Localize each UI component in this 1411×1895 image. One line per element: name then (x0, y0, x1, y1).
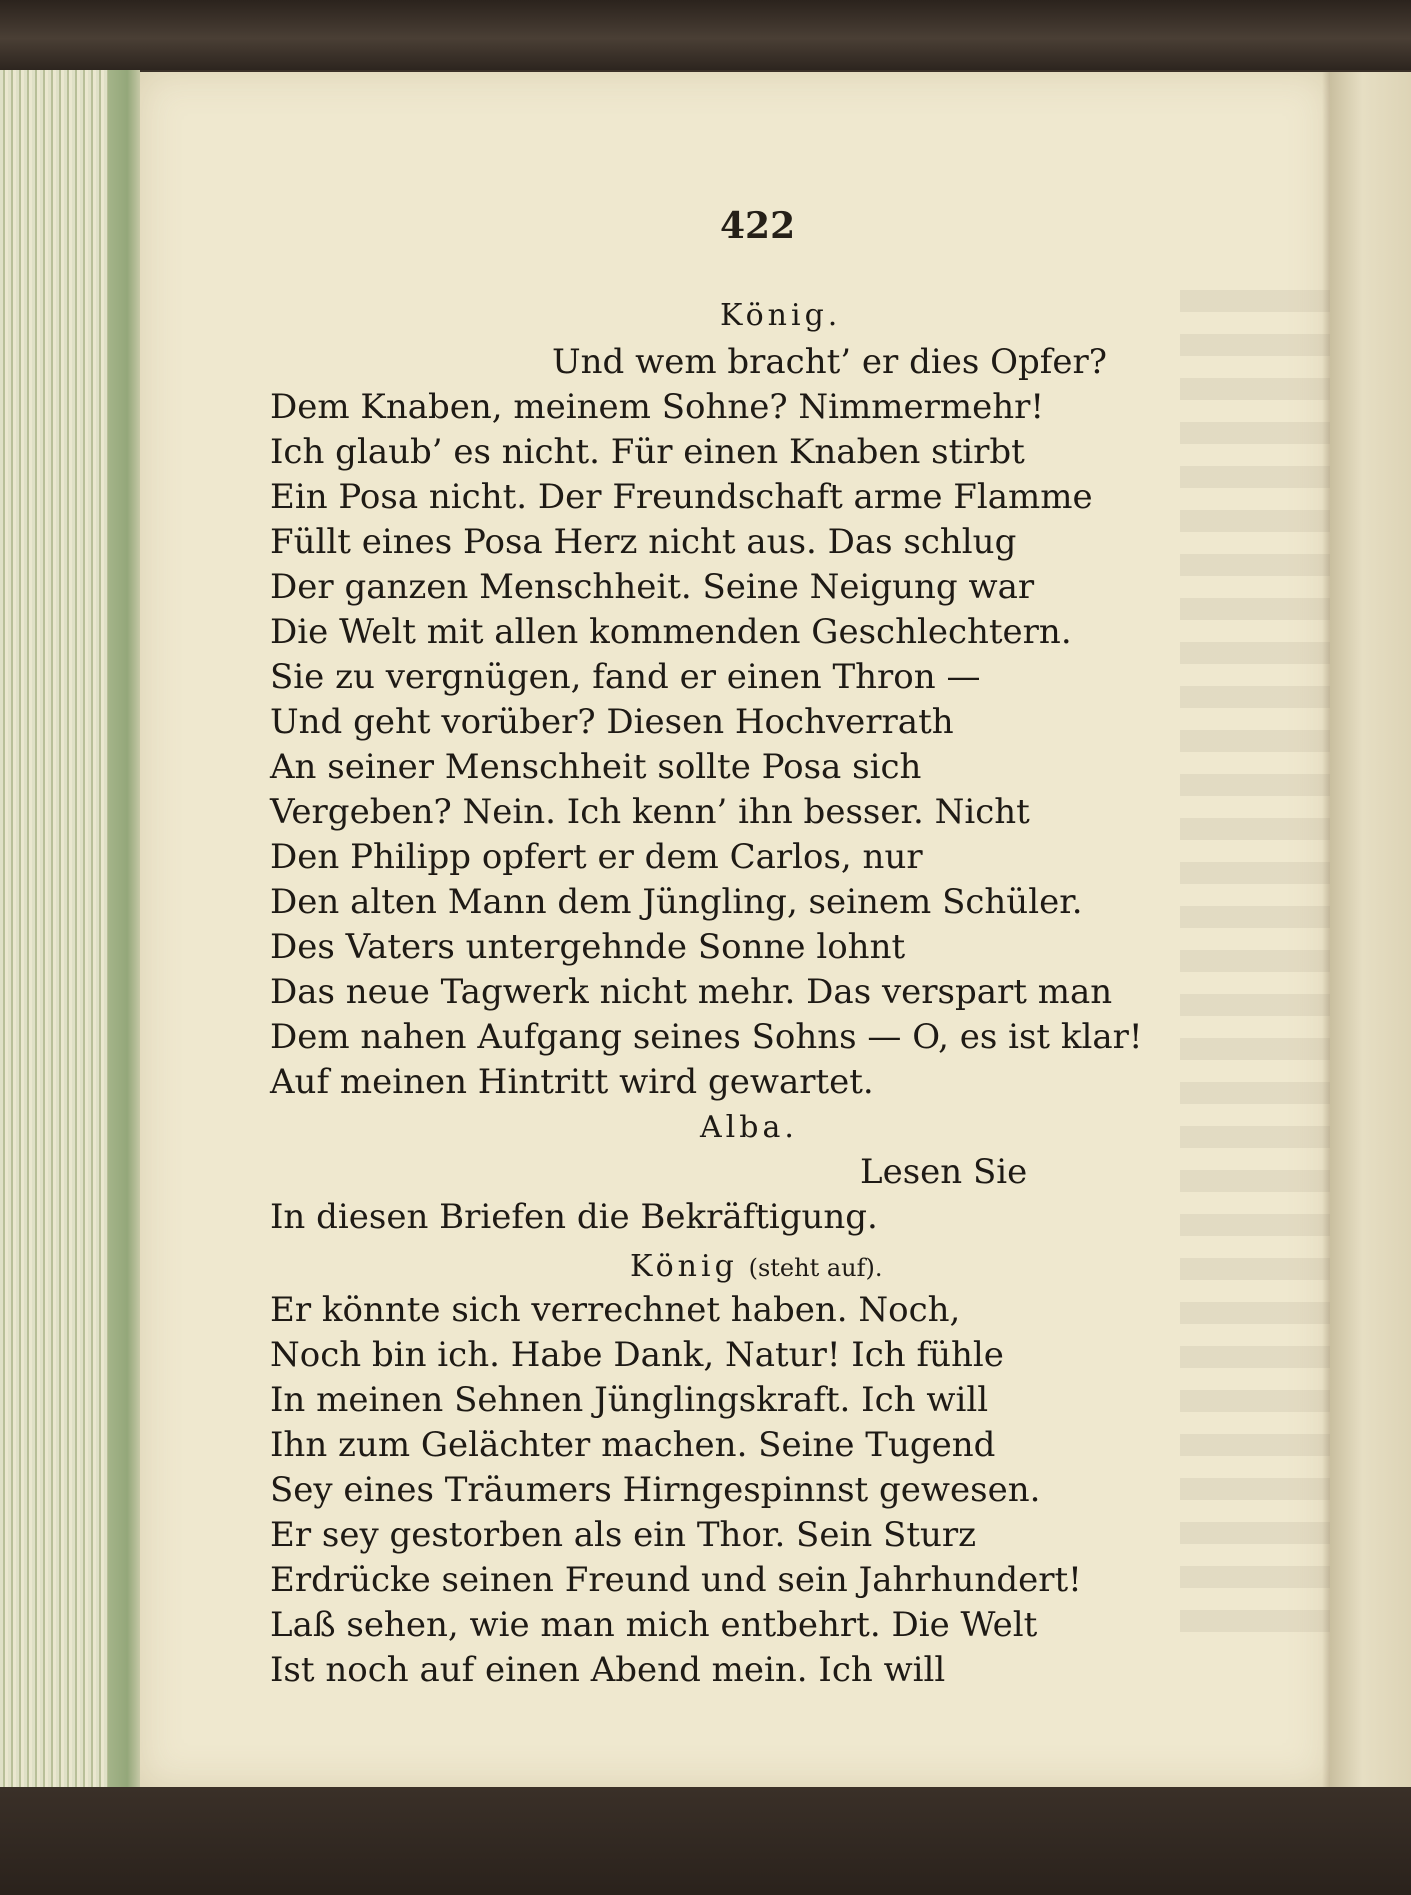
verse-line: Er sey gestorben als ein Thor. Sein Sturz (270, 1515, 977, 1555)
stage-direction: (steht auf). (748, 1254, 883, 1282)
verse-line: Der ganzen Menschheit. Seine Neigung war (270, 567, 1035, 607)
verse-line: Sie zu vergnügen, fand er einen Thron — (270, 657, 981, 697)
speaker-koenig: König (630, 1249, 738, 1284)
verse-line: Ein Posa nicht. Der Freundschaft arme Flamme (270, 477, 1093, 517)
verse-line: Das neue Tagwerk nicht mehr. Das verspart man (270, 972, 1113, 1012)
verse-line: Sey eines Träumers Hirngespinnst gewesen. (270, 1470, 1041, 1510)
bleed-through (1180, 290, 1330, 1640)
verse-line: Erdrücke seinen Freund und sein Jahrhundert! (270, 1560, 1082, 1600)
verse-line: Noch bin ich. Habe Dank, Natur! Ich fühle (270, 1335, 1004, 1375)
verse-line: In diesen Briefen die Bekräftigung. (270, 1197, 878, 1237)
right-page-edge (1330, 72, 1411, 1787)
verse-line: Laß sehen, wie man mich entbehrt. Die Welt (270, 1605, 1038, 1645)
speaker-koenig-stage (630, 1245, 883, 1285)
verse-line: Und geht vorüber? Diesen Hochverrath (270, 702, 954, 742)
verse-line: Vergeben? Nein. Ich kenn’ ihn besser. Nicht (270, 792, 1030, 832)
verse-line: An seiner Menschheit sollte Posa sich (270, 747, 922, 787)
verse-line: Und wem bracht’ er dies Opfer? (552, 342, 1107, 382)
verse-line: Dem nahen Aufgang seines Sohns — O, es ist klar! (270, 1017, 1143, 1057)
verse-line: Dem Knaben, meinem Sohne? Nimmermehr! (270, 387, 1045, 427)
speaker-alba: Alba. (700, 1110, 798, 1145)
verse-line: Den Philipp opfert er dem Carlos, nur (270, 837, 923, 877)
verse-line: Auf meinen Hintritt wird gewartet. (270, 1062, 874, 1102)
verse-line: Ich glaub’ es nicht. Für einen Knaben stirbt (270, 432, 1025, 472)
verse-line: Den alten Mann dem Jüngling, seinem Schüler. (270, 882, 1083, 922)
verse-line: Er könnte sich verrechnet haben. Noch, (270, 1290, 961, 1330)
verse-line: Lesen Sie (860, 1152, 1028, 1192)
verse-line: In meinen Sehnen Jünglingskraft. Ich will (270, 1380, 989, 1420)
book-cover-top (0, 0, 1411, 70)
page-edge-green (108, 70, 140, 1795)
page-number: 422 (720, 205, 796, 247)
verse-line: Des Vaters untergehnde Sonne lohnt (270, 927, 906, 967)
speaker-koenig: König. (720, 298, 842, 333)
verse-line: Die Welt mit allen kommenden Geschlechtern. (270, 612, 1072, 652)
book-cover-bottom (0, 1787, 1411, 1895)
verse-line: Füllt eines Posa Herz nicht aus. Das schlug (270, 522, 1017, 562)
verse-line: Ist noch auf einen Abend mein. Ich will (270, 1650, 946, 1690)
verse-line: Ihn zum Gelächter machen. Seine Tugend (270, 1425, 996, 1465)
